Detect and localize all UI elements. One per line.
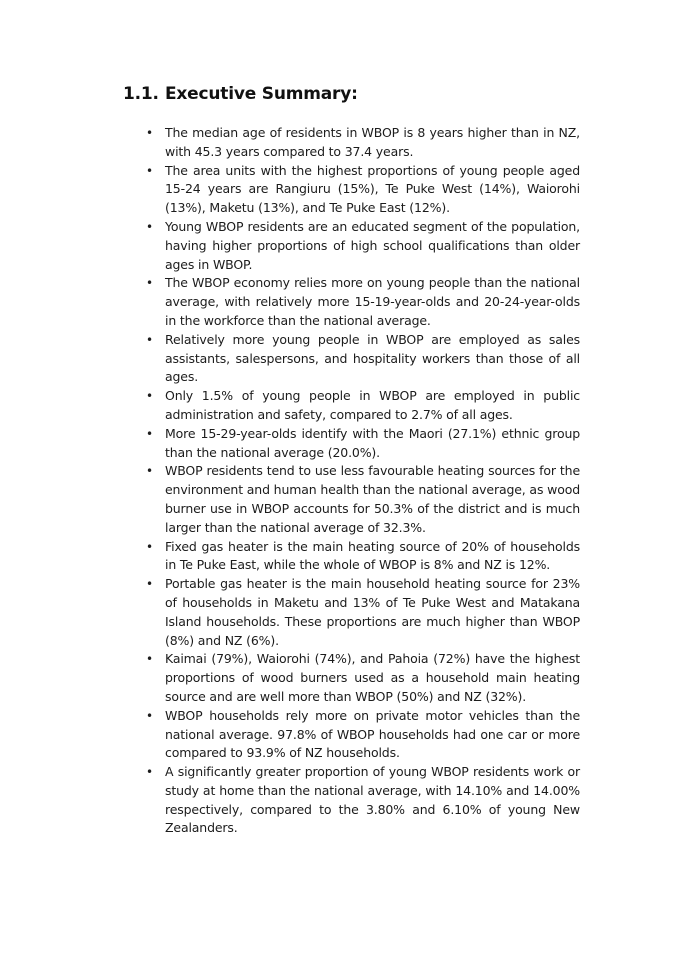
bullet-icon: • bbox=[146, 652, 153, 667]
list-item-text: WBOP households rely more on private motor vehicles than the national average. 97.8% of WBOP households had one car or more compared to 93.9% of NZ households. bbox=[165, 707, 580, 761]
executive-summary-list bbox=[146, 124, 580, 838]
list-item bbox=[146, 707, 580, 763]
list-item bbox=[146, 274, 580, 330]
bullet-icon: • bbox=[146, 708, 153, 723]
list-item-text: Portable gas heater is the main household heating source for 23% of households in Maketu and 13% of Te Puke West and Matakana Island households. These proportions are much higher than WBOP (8%) and NZ (6%). bbox=[165, 576, 580, 648]
list-item-text: Young WBOP residents are an educated segment of the population, having higher proportions of high school qualifications than older ages in WBOP. bbox=[165, 218, 580, 272]
bullet-icon: • bbox=[146, 126, 153, 140]
list-item bbox=[146, 425, 580, 463]
bullet-icon: • bbox=[146, 426, 153, 441]
list-item bbox=[146, 218, 580, 274]
bullet-icon: • bbox=[146, 765, 153, 780]
section-heading bbox=[123, 84, 358, 104]
list-item-text: Fixed gas heater is the main heating source of 20% of households in Te Puke East, while the whole of WBOP is 8% and NZ is 12%. bbox=[165, 538, 580, 573]
bullet-icon: • bbox=[146, 389, 153, 404]
list-item bbox=[146, 162, 580, 218]
bullet-icon: • bbox=[146, 276, 153, 291]
list-item-text: The WBOP economy relies more on young people than the national average, with relatively more 15-19-year-olds and 20-24-year-olds in the workforce than the national average. bbox=[165, 275, 580, 328]
bullet-icon: • bbox=[146, 464, 153, 479]
bullet-icon: • bbox=[146, 332, 153, 347]
bullet-icon: • bbox=[146, 539, 153, 554]
bullet-icon: • bbox=[146, 219, 153, 234]
list-item-text: A significantly greater proportion of young WBOP residents work or study at home than the national average, with 14.10% and 14.00% respectively, compared to the 3.80% and 6.10% of young New Zealanders. bbox=[165, 764, 580, 836]
list-item-text: Relatively more young people in WBOP are employed as sales assistants, salespersons, and hospitality workers than those of all ages. bbox=[165, 331, 580, 385]
list-item bbox=[146, 462, 580, 537]
section-title: Executive Summary: bbox=[165, 84, 358, 104]
list-item-text: The median age of residents in WBOP is 8 years higher than in NZ, with 45.3 years compared to 37.4 years. bbox=[165, 125, 580, 159]
list-item-text: WBOP residents tend to use less favourable heating sources for the environment and human health than the national average, as wood burner use in WBOP accounts for 50.3% of the district and is much larger than the national average of 32.3%. bbox=[165, 463, 580, 535]
list-item bbox=[146, 124, 580, 162]
list-item bbox=[146, 575, 580, 650]
list-item bbox=[146, 650, 580, 706]
list-item-text: Only 1.5% of young people in WBOP are employed in public administration and safety, compared to 2.7% of all ages. bbox=[165, 388, 580, 422]
list-item bbox=[146, 331, 580, 387]
section-number: 1.1. bbox=[123, 84, 159, 104]
list-item bbox=[146, 387, 580, 425]
list-item-text: More 15-29-year-olds identify with the Maori (27.1%) ethnic group than the national average (20.0%). bbox=[165, 425, 580, 460]
bullet-icon: • bbox=[146, 163, 153, 178]
list-item bbox=[146, 538, 580, 576]
list-item-text: Kaimai (79%), Waiorohi (74%), and Pahoia (72%) have the highest proportions of wood burners used as a household main heating source and are well more than WBOP (50%) and NZ (32%). bbox=[165, 651, 580, 704]
list-item-text: The area units with the highest proportions of young people aged 15-24 years are Rangiuru (15%), Te Puke West (14%), Waiorohi (13%), Maketu (13%), and Te Puke East (12%). bbox=[165, 162, 580, 216]
list-item bbox=[146, 763, 580, 838]
bullet-icon: • bbox=[146, 577, 153, 592]
